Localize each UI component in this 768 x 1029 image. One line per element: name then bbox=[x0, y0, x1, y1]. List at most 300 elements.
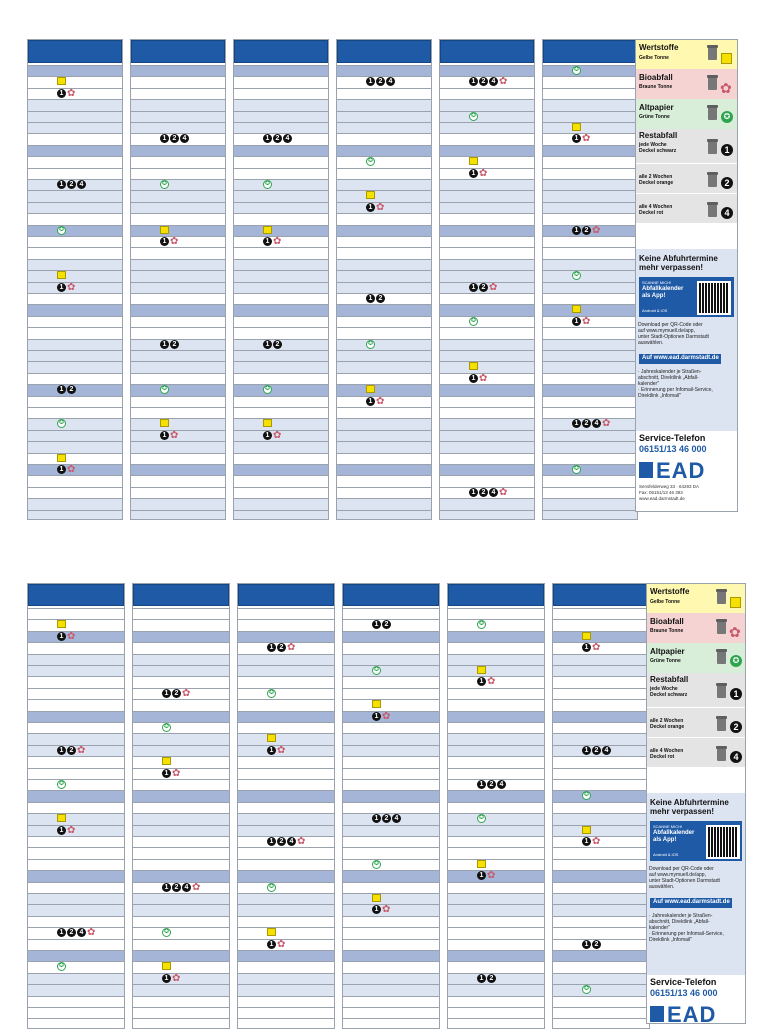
waste-symbols bbox=[477, 780, 507, 790]
yellow-square-icon bbox=[57, 454, 66, 462]
legend-bioabfall bbox=[647, 613, 745, 643]
day-row bbox=[448, 722, 544, 733]
day-row bbox=[553, 699, 649, 710]
day-row bbox=[543, 65, 637, 76]
day-row bbox=[553, 1007, 649, 1018]
number-two-icon: 2 bbox=[479, 283, 488, 292]
day-row bbox=[343, 973, 439, 984]
day-row bbox=[553, 950, 649, 961]
day-row bbox=[440, 88, 534, 99]
day-row bbox=[337, 441, 431, 452]
day-row bbox=[238, 733, 334, 744]
day-row bbox=[133, 665, 229, 676]
legend-rest2-sub1: alle 2 Wochen bbox=[639, 174, 673, 180]
day-row bbox=[440, 350, 534, 361]
day-row bbox=[133, 904, 229, 915]
day-row bbox=[543, 396, 637, 407]
waste-symbols bbox=[263, 340, 283, 350]
day-row bbox=[234, 361, 328, 372]
day-row bbox=[343, 916, 439, 927]
bin-icon bbox=[717, 591, 726, 604]
yellow-square-icon bbox=[372, 700, 381, 708]
day-row bbox=[543, 464, 637, 475]
day-row bbox=[543, 99, 637, 110]
number-two-icon: 2 bbox=[172, 689, 181, 698]
day-row bbox=[553, 665, 649, 676]
qr-code-icon[interactable] bbox=[697, 281, 731, 315]
day-row bbox=[553, 996, 649, 1007]
app-box[interactable] bbox=[650, 821, 742, 861]
day-row bbox=[337, 361, 431, 372]
ead-logo: EAD bbox=[656, 458, 706, 483]
day-row bbox=[28, 859, 124, 870]
legend-rest2-sub1: alle 2 Wochen bbox=[650, 718, 684, 724]
bullet-2a: · Erinnerung per Infomail-Service, bbox=[649, 931, 724, 937]
day-row bbox=[133, 711, 229, 722]
download-text-1: Download per QR-Code oder bbox=[649, 866, 714, 872]
waste-symbols bbox=[366, 397, 384, 407]
day-row bbox=[28, 270, 122, 281]
number-one-icon: 1 bbox=[572, 317, 581, 326]
flower-icon: ✿ bbox=[479, 372, 488, 384]
day-row bbox=[543, 213, 637, 224]
number-one-icon: 1 bbox=[721, 144, 733, 156]
day-row bbox=[28, 904, 124, 915]
day-row bbox=[131, 111, 225, 122]
day-row bbox=[28, 756, 124, 767]
legend-altpapier bbox=[647, 643, 745, 673]
day-row bbox=[238, 904, 334, 915]
app-small-label: SCANNE MICH! bbox=[642, 280, 672, 285]
day-row bbox=[133, 619, 229, 630]
day-row bbox=[337, 133, 431, 144]
calendar-column bbox=[447, 583, 545, 1029]
number-one-icon: 1 bbox=[372, 814, 381, 823]
day-row bbox=[553, 984, 649, 995]
number-one-icon: 1 bbox=[477, 871, 486, 880]
app-box[interactable] bbox=[639, 277, 734, 317]
number-two-icon: 2 bbox=[67, 180, 76, 189]
green-ring-icon: ✪ bbox=[373, 667, 380, 673]
day-row bbox=[133, 756, 229, 767]
day-row bbox=[343, 608, 439, 619]
day-row bbox=[234, 282, 328, 293]
day-row bbox=[553, 722, 649, 733]
day-row bbox=[133, 916, 229, 927]
number-one-icon: 1 bbox=[57, 826, 66, 835]
bin-icon bbox=[708, 107, 717, 120]
flower-icon: ✿ bbox=[720, 80, 732, 96]
day-row bbox=[440, 270, 534, 281]
month-header bbox=[553, 584, 649, 608]
legend-wertstoffe-title: Wertstoffe bbox=[639, 43, 679, 52]
day-row bbox=[238, 608, 334, 619]
day-row bbox=[133, 642, 229, 653]
number-two-icon: 2 bbox=[67, 385, 76, 394]
yellow-square-icon bbox=[572, 305, 581, 313]
flower-icon: ✿ bbox=[489, 281, 498, 293]
day-row bbox=[131, 213, 225, 224]
flower-icon: ✿ bbox=[592, 836, 601, 847]
waste-symbols bbox=[160, 431, 178, 441]
day-row bbox=[337, 510, 431, 520]
day-row bbox=[553, 676, 649, 687]
day-row bbox=[234, 111, 328, 122]
day-row bbox=[28, 688, 124, 699]
number-two-icon: 2 bbox=[487, 780, 496, 789]
month-header bbox=[133, 584, 229, 608]
bin-icon bbox=[717, 718, 726, 731]
day-row bbox=[543, 475, 637, 486]
yellow-square-icon bbox=[267, 734, 276, 742]
day-row bbox=[133, 768, 229, 779]
day-row bbox=[234, 213, 328, 224]
day-row bbox=[448, 642, 544, 653]
legend-bottom bbox=[646, 583, 746, 1027]
day-row bbox=[543, 293, 637, 304]
calendar-column bbox=[336, 39, 432, 520]
day-row bbox=[553, 642, 649, 653]
day-row bbox=[238, 1007, 334, 1018]
day-row bbox=[238, 768, 334, 779]
waste-symbols bbox=[582, 643, 600, 653]
app-promo bbox=[636, 249, 737, 431]
day-row bbox=[131, 247, 225, 258]
waste-symbols bbox=[57, 89, 75, 99]
day-row bbox=[543, 430, 637, 441]
day-row bbox=[133, 927, 229, 938]
day-row bbox=[543, 327, 637, 338]
waste-symbols bbox=[366, 203, 384, 213]
day-row bbox=[131, 76, 225, 87]
day-row bbox=[131, 282, 225, 293]
flower-icon: ✿ bbox=[277, 938, 286, 950]
day-row bbox=[440, 122, 534, 133]
download-text-4: auswählen. bbox=[649, 884, 675, 890]
day-row bbox=[28, 961, 124, 972]
day-row bbox=[440, 339, 534, 350]
day-row bbox=[28, 893, 124, 904]
number-two-icon: 2 bbox=[479, 77, 488, 86]
day-row bbox=[337, 88, 431, 99]
day-row bbox=[131, 225, 225, 236]
flower-icon: ✿ bbox=[376, 395, 385, 407]
day-row bbox=[234, 247, 328, 258]
legend-restabfall-sub1: jede Woche bbox=[650, 686, 678, 692]
day-row bbox=[543, 304, 637, 315]
day-row bbox=[131, 190, 225, 201]
day-row bbox=[553, 825, 649, 836]
number-two-icon: 2 bbox=[592, 746, 601, 755]
day-row bbox=[448, 790, 544, 801]
legend-top bbox=[635, 39, 738, 512]
day-row bbox=[234, 259, 328, 270]
day-row bbox=[28, 1007, 124, 1018]
number-two-icon: 2 bbox=[592, 940, 601, 949]
yellow-square-icon bbox=[582, 826, 591, 834]
legend-bioabfall bbox=[636, 69, 737, 99]
service-number[interactable]: 06151/13 46 000 bbox=[639, 444, 707, 454]
address-line-2: Fax: 06151/13 46 393 bbox=[639, 490, 683, 495]
day-row bbox=[234, 475, 328, 486]
day-row bbox=[440, 453, 534, 464]
day-row bbox=[133, 893, 229, 904]
waste-symbols bbox=[582, 940, 602, 950]
waste-symbols bbox=[57, 385, 77, 395]
day-row bbox=[131, 487, 225, 498]
day-row bbox=[343, 939, 439, 950]
day-row bbox=[553, 893, 649, 904]
day-row bbox=[28, 76, 122, 87]
day-row bbox=[133, 779, 229, 790]
day-row bbox=[234, 122, 328, 133]
flower-icon: ✿ bbox=[67, 630, 76, 642]
yellow-square-icon bbox=[582, 632, 591, 640]
day-row bbox=[343, 665, 439, 676]
number-one-icon: 1 bbox=[477, 677, 486, 686]
day-row bbox=[448, 950, 544, 961]
day-row bbox=[337, 168, 431, 179]
day-row bbox=[337, 350, 431, 361]
day-row bbox=[337, 122, 431, 133]
number-one-icon: 1 bbox=[477, 780, 486, 789]
month-header bbox=[131, 40, 225, 65]
day-row bbox=[131, 350, 225, 361]
number-two-icon: 2 bbox=[277, 643, 286, 652]
day-row bbox=[28, 259, 122, 270]
day-row bbox=[440, 396, 534, 407]
flower-icon: ✿ bbox=[479, 167, 488, 179]
day-row bbox=[343, 779, 439, 790]
bin-icon bbox=[708, 204, 717, 217]
website-link[interactable]: Auf www.ead.darmstadt.de bbox=[639, 354, 721, 364]
number-four-icon: 4 bbox=[489, 488, 498, 497]
flower-icon: ✿ bbox=[487, 676, 496, 688]
app-line2: als App! bbox=[653, 837, 677, 843]
day-row bbox=[553, 961, 649, 972]
green-ring-icon: ✪ bbox=[573, 466, 580, 472]
yellow-square-icon bbox=[730, 597, 741, 608]
day-row bbox=[337, 304, 431, 315]
day-row bbox=[131, 453, 225, 464]
yellow-square-icon bbox=[366, 191, 375, 199]
day-row bbox=[440, 259, 534, 270]
number-one-icon: 1 bbox=[267, 940, 276, 949]
day-row bbox=[448, 893, 544, 904]
day-row bbox=[238, 847, 334, 858]
waste-symbols bbox=[572, 226, 600, 236]
green-ring-icon: ✪ bbox=[573, 272, 580, 279]
day-row bbox=[543, 190, 637, 201]
legend-bioabfall-title: Bioabfall bbox=[639, 73, 673, 82]
day-row bbox=[553, 836, 649, 847]
day-row bbox=[553, 973, 649, 984]
promo-title-2: mehr verpassen! bbox=[650, 807, 715, 816]
bullet-1a: · Jahreskalender je Straßen- bbox=[638, 369, 702, 375]
day-row bbox=[343, 711, 439, 722]
day-row bbox=[234, 350, 328, 361]
app-small-label: SCANNE MICH! bbox=[653, 824, 683, 829]
day-row bbox=[553, 768, 649, 779]
number-one-icon: 1 bbox=[572, 134, 581, 143]
number-four-icon: 4 bbox=[386, 77, 395, 86]
waste-symbols bbox=[160, 340, 180, 350]
number-four-icon: 4 bbox=[392, 814, 401, 823]
day-row bbox=[553, 882, 649, 893]
day-row bbox=[28, 510, 122, 520]
yellow-square-icon bbox=[57, 271, 66, 279]
number-one-icon: 1 bbox=[160, 431, 169, 440]
day-row bbox=[28, 441, 122, 452]
number-one-icon: 1 bbox=[160, 237, 169, 246]
waste-symbols bbox=[372, 905, 390, 915]
day-row bbox=[337, 453, 431, 464]
day-row bbox=[440, 111, 534, 122]
day-row bbox=[28, 847, 124, 858]
waste-symbols bbox=[57, 928, 95, 938]
day-row bbox=[131, 407, 225, 418]
number-two-icon: 2 bbox=[487, 974, 496, 983]
app-os: Android & iOS bbox=[653, 852, 679, 857]
day-row bbox=[28, 111, 122, 122]
legend-rest4-sub1: alle 4 Wochen bbox=[639, 204, 673, 210]
day-row bbox=[28, 699, 124, 710]
waste-symbols bbox=[160, 237, 178, 247]
number-one-icon: 1 bbox=[372, 620, 381, 629]
day-row bbox=[343, 699, 439, 710]
number-one-icon: 1 bbox=[267, 746, 276, 755]
yellow-square-icon bbox=[57, 620, 66, 628]
day-row bbox=[131, 88, 225, 99]
download-text-2: auf www.mymuell.de/app, bbox=[649, 872, 706, 878]
day-row bbox=[133, 790, 229, 801]
day-row bbox=[28, 373, 122, 384]
service-number[interactable]: 06151/13 46 000 bbox=[650, 988, 718, 998]
day-row bbox=[28, 407, 122, 418]
waste-symbols bbox=[57, 465, 75, 475]
day-row bbox=[440, 190, 534, 201]
flower-icon: ✿ bbox=[170, 236, 179, 247]
day-row bbox=[343, 802, 439, 813]
day-row bbox=[553, 802, 649, 813]
legend-restabfall-sub2: Deckel schwarz bbox=[650, 692, 688, 698]
number-one-icon: 1 bbox=[162, 974, 171, 983]
day-row bbox=[553, 711, 649, 722]
month-header bbox=[440, 40, 534, 65]
day-row bbox=[234, 145, 328, 156]
day-row bbox=[448, 882, 544, 893]
yellow-square-icon bbox=[469, 157, 478, 165]
waste-symbols bbox=[162, 769, 180, 779]
number-four-icon: 4 bbox=[287, 837, 296, 846]
qr-code-icon[interactable] bbox=[706, 825, 740, 859]
yellow-square-icon bbox=[57, 814, 66, 822]
day-row bbox=[131, 168, 225, 179]
day-row bbox=[131, 418, 225, 429]
day-row bbox=[337, 145, 431, 156]
number-one-icon: 1 bbox=[366, 397, 375, 406]
flower-icon: ✿ bbox=[67, 824, 76, 836]
day-row bbox=[234, 407, 328, 418]
day-row bbox=[448, 1007, 544, 1018]
day-row bbox=[238, 745, 334, 756]
legend-rest4-sub2: Deckel rot bbox=[650, 754, 675, 760]
day-row bbox=[448, 619, 544, 630]
day-row bbox=[337, 259, 431, 270]
day-row bbox=[440, 316, 534, 327]
day-row bbox=[553, 847, 649, 858]
number-four-icon: 4 bbox=[497, 780, 506, 789]
day-row bbox=[28, 654, 124, 665]
flower-icon: ✿ bbox=[277, 744, 286, 756]
day-row bbox=[543, 282, 637, 293]
waste-symbols bbox=[57, 632, 75, 642]
day-row bbox=[28, 247, 122, 258]
legend-bioabfall-sub: Braune Tonne bbox=[639, 84, 673, 90]
day-row bbox=[343, 859, 439, 870]
day-row bbox=[238, 813, 334, 824]
download-text-4: auswählen. bbox=[638, 340, 664, 346]
number-one-icon: 1 bbox=[730, 688, 742, 700]
number-one-icon: 1 bbox=[469, 77, 478, 86]
day-row bbox=[343, 893, 439, 904]
day-row bbox=[234, 168, 328, 179]
day-row bbox=[343, 631, 439, 642]
waste-symbols bbox=[267, 940, 285, 950]
day-row bbox=[337, 475, 431, 486]
day-row bbox=[131, 99, 225, 110]
number-two-icon: 2 bbox=[730, 721, 742, 733]
day-row bbox=[234, 88, 328, 99]
flower-icon: ✿ bbox=[172, 972, 181, 984]
day-row bbox=[238, 939, 334, 950]
day-row bbox=[28, 133, 122, 144]
waste-symbols bbox=[477, 871, 495, 881]
number-two-icon: 2 bbox=[67, 746, 76, 755]
day-row bbox=[448, 802, 544, 813]
website-link[interactable]: Auf www.ead.darmstadt.de bbox=[650, 898, 732, 908]
day-row bbox=[131, 475, 225, 486]
legend-bioabfall-title: Bioabfall bbox=[650, 617, 684, 626]
day-row bbox=[238, 973, 334, 984]
number-two-icon: 2 bbox=[382, 814, 391, 823]
green-ring-icon: ✪ bbox=[58, 420, 65, 427]
day-row bbox=[234, 65, 328, 76]
number-one-icon: 1 bbox=[162, 689, 171, 698]
day-row bbox=[28, 498, 122, 509]
day-row bbox=[448, 733, 544, 744]
day-row bbox=[28, 825, 124, 836]
day-row bbox=[543, 236, 637, 247]
day-row bbox=[234, 190, 328, 201]
day-row bbox=[238, 699, 334, 710]
day-row bbox=[448, 859, 544, 870]
waste-symbols bbox=[263, 431, 281, 441]
day-row bbox=[343, 996, 439, 1007]
ead-logo-icon bbox=[650, 1006, 664, 1022]
day-row bbox=[238, 870, 334, 881]
day-row bbox=[337, 498, 431, 509]
green-ring-icon: ✪ bbox=[478, 815, 485, 822]
number-one-icon: 1 bbox=[263, 237, 272, 246]
day-row bbox=[28, 327, 122, 338]
day-row bbox=[337, 373, 431, 384]
day-row bbox=[448, 836, 544, 847]
day-row bbox=[543, 350, 637, 361]
day-row bbox=[343, 927, 439, 938]
day-row bbox=[131, 441, 225, 452]
day-row bbox=[234, 270, 328, 281]
